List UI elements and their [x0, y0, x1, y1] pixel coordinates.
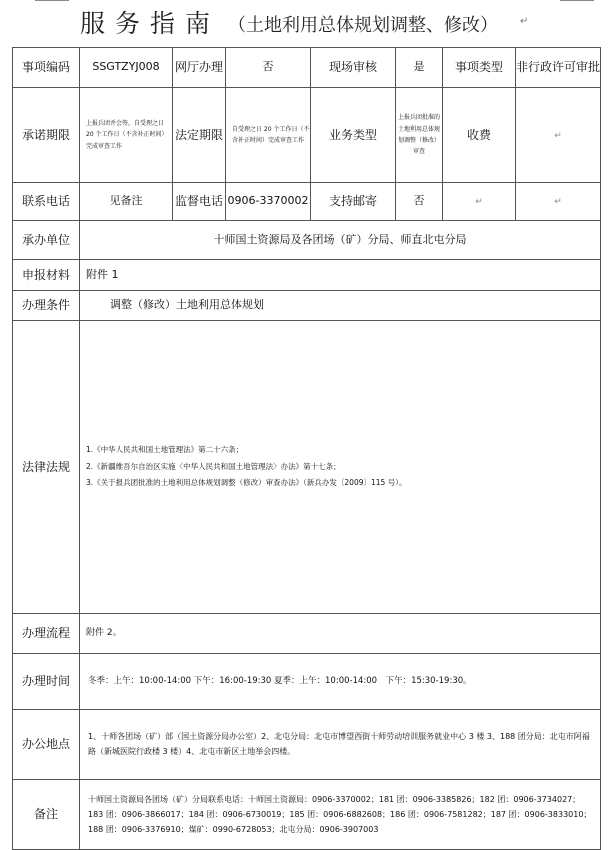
label-phone: 联系电话 [13, 183, 80, 221]
law-item: 1.《中华人民共和国土地管理法》第二十六条； [86, 444, 244, 454]
label-remark: 备注 [13, 780, 80, 850]
value-business-type: 上报兵团批准的土地利用总体规划调整（修改）审查 [396, 88, 443, 183]
value-supervise-phone: 0906-3370002 [226, 183, 311, 221]
value-legal-period: 自受理之日 20 个工作日（不含补正时间）完成审查工作 [226, 88, 311, 183]
value-conditions: 调整（修改）土地利用总体规划 [80, 291, 601, 321]
value-fee [516, 88, 601, 183]
label-unit: 承办单位 [13, 221, 80, 260]
label-address: 办公地点 [13, 710, 80, 780]
service-guide-table [12, 47, 601, 850]
title-sub: （土地利用总体规划调整、修改） [228, 15, 498, 36]
value-site-review: 是 [396, 48, 443, 88]
label-conditions: 办理条件 [13, 291, 80, 321]
row-contacts [13, 183, 601, 221]
label-business-type: 业务类型 [311, 88, 396, 183]
value-process: 附件 2。 [80, 614, 601, 654]
value-remark: 十师国土资源局各团场（矿）分局联系电话：十师国土资源局：0906-3370002；181 团：0906-3385826；182 团：0906-3734027；183 团：0906-3866017；184 团：0906-6730019；185 团：0906-6882608；186 团：0906-7581282；187 团：0906-3833010；188 团：0906-3376910；煤矿：0990-6728053；北屯分局：0906-3907003 [80, 780, 601, 850]
value-promise-period: 上报兵团并会签，自受理之日 20 个工作日（不含补正时间）完成审查工作 [80, 88, 173, 183]
value-law [80, 321, 601, 614]
row-hours [13, 654, 601, 710]
label-materials: 申报材料 [13, 260, 80, 291]
empty-cell [443, 183, 516, 221]
value-address: 1、十师各团场（矿）部（国土资源分局办公室）2、北屯分局：北屯市博望西街十师劳动培训服务就业中心 3 楼 3、188 团分局：北屯市阿福路（新城医院行政楼 3 楼）4、北屯市新区土地举会四楼。 [80, 710, 601, 780]
decor-line-left [35, 0, 69, 1]
decor-line-right [560, 0, 594, 1]
label-site-review: 现场审核 [311, 48, 396, 88]
value-item-type: 非行政许可审批 [516, 48, 601, 88]
label-law: 法律法规 [13, 321, 80, 614]
title-main: 服务指南 [80, 9, 221, 38]
label-process: 办理流程 [13, 614, 80, 654]
row-unit [13, 221, 601, 260]
label-promise-period: 承诺期限 [13, 88, 80, 183]
empty-cell [516, 183, 601, 221]
label-mail-support: 支持邮寄 [311, 183, 396, 221]
paragraph-mark-icon: ↵ [475, 197, 483, 208]
row-address [13, 710, 601, 780]
label-hours: 办理时间 [13, 654, 80, 710]
row-conditions [13, 291, 601, 321]
label-fee: 收费 [443, 88, 516, 183]
row-process [13, 614, 601, 654]
row-time-limits [13, 88, 601, 183]
label-legal-period: 法定期限 [173, 88, 226, 183]
paragraph-mark-icon: ↵ [554, 130, 562, 141]
law-item: 3.《关于报兵团批准的土地利用总体规划调整（修改）审查办法》（新兵办发〔2009〕115 号）。 [86, 478, 407, 488]
value-phone: 见备注 [80, 183, 173, 221]
row-law [13, 321, 601, 614]
row-basic-info [13, 48, 601, 88]
paragraph-mark-icon: ↵ [554, 197, 562, 208]
value-online-hall: 否 [226, 48, 311, 88]
paragraph-mark-icon: ↵ [520, 16, 529, 27]
row-materials [13, 260, 601, 291]
row-remark [13, 780, 601, 850]
value-unit: 十师国土资源局及各团场（矿）分局、师直北屯分局 [80, 221, 601, 260]
value-mail-support: 否 [396, 183, 443, 221]
value-materials: 附件 1 [80, 260, 601, 291]
label-item-code: 事项编码 [13, 48, 80, 88]
label-online-hall: 网厅办理 [173, 48, 226, 88]
value-hours: 冬季：上午：10:00-14:00 下午：16:00-19:30 夏季：上午：10:00-14:00 下午：15:30-19:30。 [80, 654, 601, 710]
value-item-code: SSGTZYJ008 [80, 48, 173, 88]
label-supervise-phone: 监督电话 [173, 183, 226, 221]
label-item-type: 事项类型 [443, 48, 516, 88]
law-item: 2.《新疆维吾尔自治区实施〈中华人民共和国土地管理法〉办法》第十七条； [86, 461, 341, 471]
page-title [0, 4, 608, 40]
